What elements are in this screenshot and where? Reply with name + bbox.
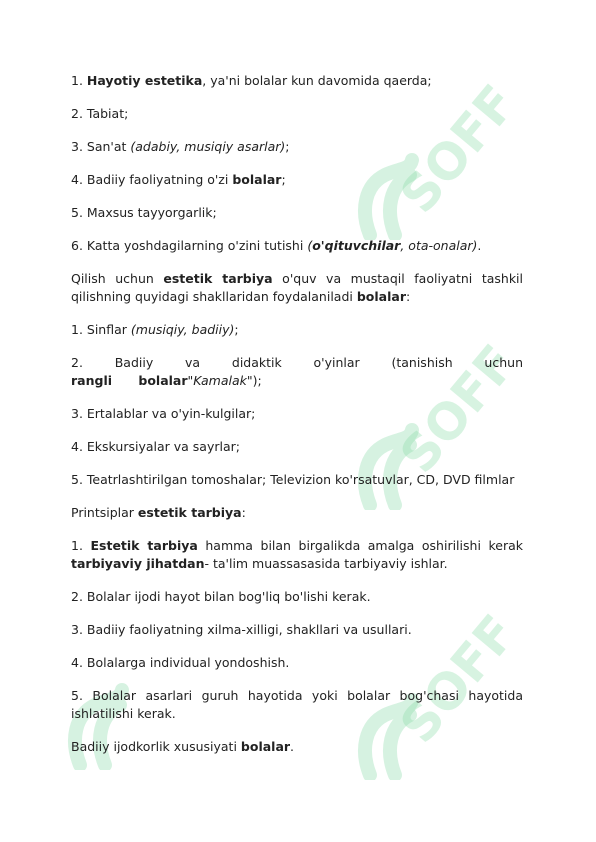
list-item: 2. Bolalar ijodi hayot bilan bog'liq bo'lishi kerak.	[71, 589, 371, 604]
list-item: 2. Badiiy va didaktik o'yinlar (tanishish uchun rangli bolalar"Kamalak");	[71, 355, 523, 388]
list-item: 5. Teatrlashtirilgan tomoshalar; Televizion ko'rsatuvlar, CD, DVD filmlar	[71, 472, 515, 487]
list-item: 4. Ekskursiyalar va sayrlar;	[71, 439, 240, 454]
document-body	[71, 72, 523, 771]
list-item: 5. Bolalar asarlari guruh hayotida yoki bolalar bog'chasi hayotida ishlatilishi kerak.	[71, 688, 523, 721]
list-item: 6. Katta yoshdagilarning o'zini tutishi (o'qituvchilar, ota-onalar).	[71, 238, 482, 253]
list-item: 1. Sinflar (musiqiy, badiiy);	[71, 322, 239, 337]
watermark-text: SOFF	[389, 74, 528, 224]
paragraph: Qilish uchun estetik tarbiya o'quv va mustaqil faoliyatni tashkil qilishning quyidagi shakllaridan foydalaniladi bolalar:	[71, 271, 523, 304]
list-item: 2. Tabiat;	[71, 106, 129, 121]
list-item: 3. Badiiy faoliyatning xilma-xilligi, shakllari va usullari.	[71, 622, 412, 637]
list-item: 5. Maxsus tayyorgarlik;	[71, 205, 217, 220]
paragraph: Printsiplar estetik tarbiya:	[71, 505, 246, 520]
watermark-text: SOFF	[389, 334, 528, 484]
list-item: 4. Badiiy faoliyatning o'zi bolalar;	[71, 172, 286, 187]
list-item: 3. Ertalablar va o'yin-kulgilar;	[71, 406, 256, 421]
paragraph: Badiiy ijodkorlik xususiyati bolalar.	[71, 739, 295, 754]
list-item: 3. San'at (adabiy, musiqiy asarlar);	[71, 139, 290, 154]
list-item: 1. Hayotiy estetika, ya'ni bolalar kun davomida qaerda;	[71, 73, 432, 88]
list-item: 4. Bolalarga individual yondoshish.	[71, 655, 290, 670]
list-item: 1. Estetik tarbiya hamma bilan birgalikda amalga oshirilishi kerak tarbiyaviy jihatdan- ta'lim muassasasida tarbiyaviy ishlar.	[71, 538, 523, 571]
watermark-text: SOFF	[389, 604, 528, 754]
